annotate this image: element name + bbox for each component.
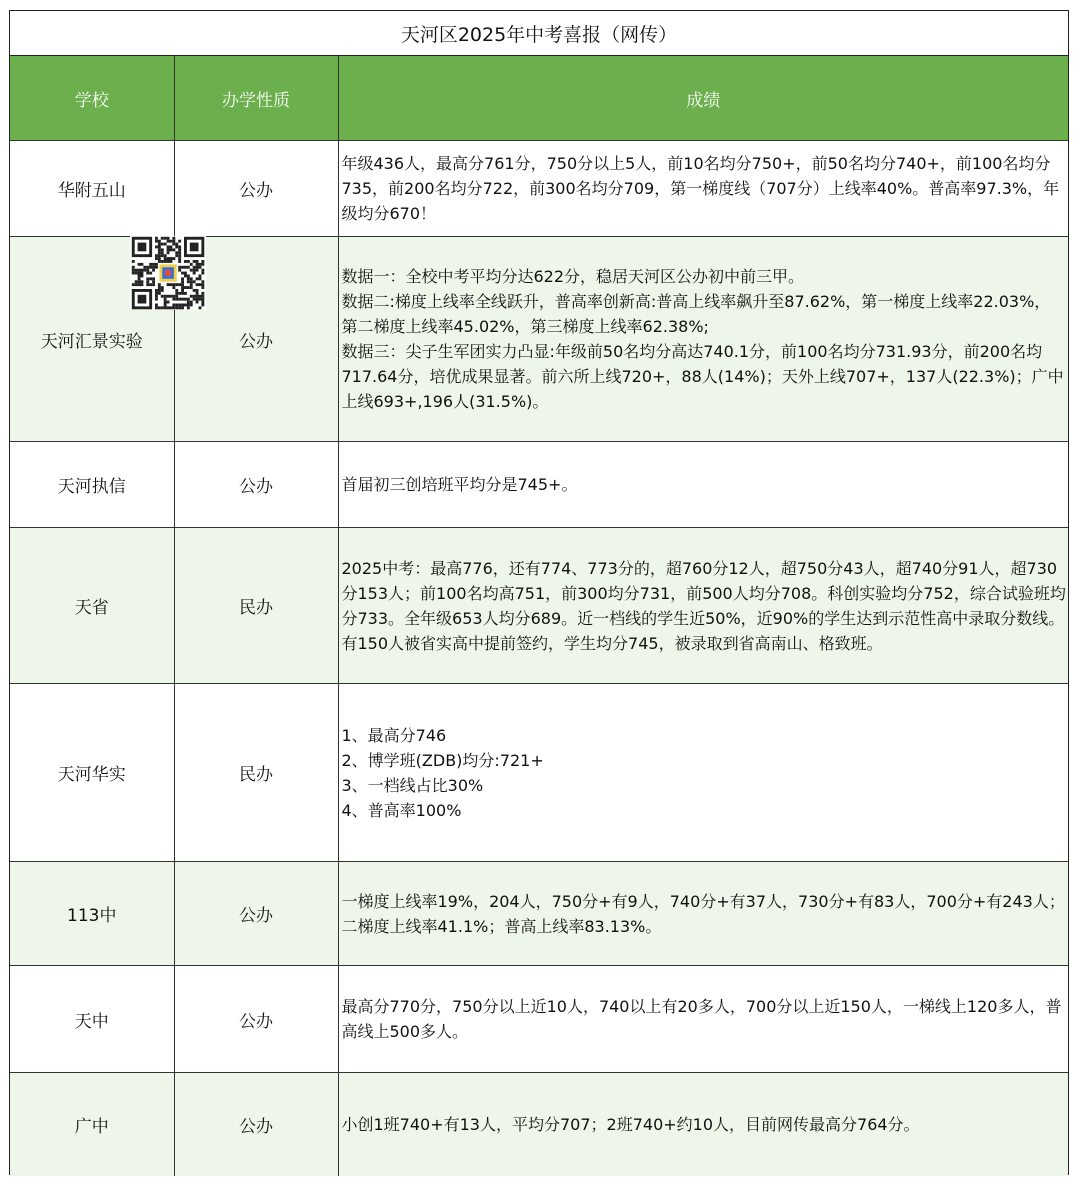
table-row (10, 966, 1068, 1073)
result-cell (338, 966, 1068, 1073)
header-result: 成绩 (338, 56, 1068, 141)
table-row (10, 684, 1068, 862)
report-sheet (9, 10, 1069, 1175)
header-school: 学校 (10, 56, 174, 141)
type-cell: 公办 (174, 141, 338, 237)
result-cell (338, 1073, 1068, 1176)
result-line: 1、最高分746 (341, 725, 447, 745)
result-line: 年级436人，最高分761分，750分以上5人，前10名均分750+，前50名均分740+，前100名均分735，前200名均分722，前300名均分709，第一梯度线（707分）上线率40%。普高率97.3%，年级均分670！ (341, 154, 1060, 223)
result-line: 数据一：全校中考平均分达622分，稳居天河区公办初中前三甲。 (341, 267, 805, 286)
result-line: 数据二:梯度上线率全线跃升，普高率创新高:普高上线率飙升至87.62%，第一梯度上线率22.03%，第二梯度上线率45.02%，第三梯度上线率62.38%; (341, 292, 1051, 336)
table-row (10, 442, 1068, 528)
type-cell: 公办 (174, 966, 338, 1073)
result-cell (338, 684, 1068, 862)
result-cell (338, 528, 1068, 684)
result-cell (338, 442, 1068, 528)
school-cell: 天省 (10, 528, 174, 684)
table-row (10, 141, 1068, 237)
result-cell (338, 237, 1068, 442)
header-row (10, 56, 1068, 141)
type-cell: 公办 (174, 862, 338, 966)
result-line: 2、博学班(ZDB)均分:721+ (341, 750, 544, 770)
type-cell: 公办 (174, 237, 338, 442)
result-line: 3、一档线占比30% (341, 775, 484, 795)
school-cell: 天河汇景实验 (10, 237, 174, 442)
result-line: 小创1班740+有13人，平均分707；2班740+约10人，目前网传最高分764分。 (341, 1114, 920, 1134)
school-cell: 113中 (10, 862, 174, 966)
school-cell: 天河华实 (10, 684, 174, 862)
result-line: 数据三：尖子生军团实力凸显:年级前50名均分高达740.1分，前100名均分731.93分，前200名均717.64分，培优成果显著。前六所上线720+，88人(14%)；天外上线707+，137人(22.3%)；广中上线693+,196人(31.5%)。 (341, 342, 1064, 411)
table-row (10, 1073, 1068, 1176)
header-type: 办学性质 (174, 56, 338, 141)
type-cell: 民办 (174, 528, 338, 684)
qr-code-icon (130, 236, 206, 310)
table-row (10, 862, 1068, 966)
table-row (10, 528, 1068, 684)
type-cell: 公办 (174, 1073, 338, 1176)
result-line: 2025中考：最高776，还有774、773分的，超760分12人，超750分43人，超740分91人，超730分153人；前100名均高751，前300均分731，前500人均分708。科创实验均分752，综合试验班均分733。全年级653人均分689。近一档线的学生近50%，近90%的学生达到示范性高中录取分数线。有150人被省实高中提前签约，学生均分745，被录取到省高南山、格致班。 (341, 558, 1066, 653)
type-cell: 公办 (174, 442, 338, 528)
school-cell: 广中 (10, 1073, 174, 1176)
result-cell (338, 141, 1068, 237)
school-cell: 天中 (10, 966, 174, 1073)
result-line: 最高分770分，750分以上近10人，740以上有20多人，700分以上近150人，一梯线上120多人，普高线上500多人。 (341, 997, 1062, 1041)
result-line: 4、普高率100% (341, 800, 462, 820)
school-cell: 天河执信 (10, 442, 174, 528)
type-cell: 民办 (174, 684, 338, 862)
result-line: 一梯度上线率19%，204人，750分+有9人，740分+有37人，730分+有83人，700分+有243人；二梯度上线率41.1%；普高上线率83.13%。 (341, 891, 1065, 936)
result-line: 首届初三创培班平均分是745+。 (341, 475, 578, 494)
school-cell: 华附五山 (10, 141, 174, 237)
result-cell (338, 862, 1068, 966)
page-title: 天河区2025年中考喜报（网传） (10, 11, 1068, 56)
results-table (10, 56, 1068, 1176)
